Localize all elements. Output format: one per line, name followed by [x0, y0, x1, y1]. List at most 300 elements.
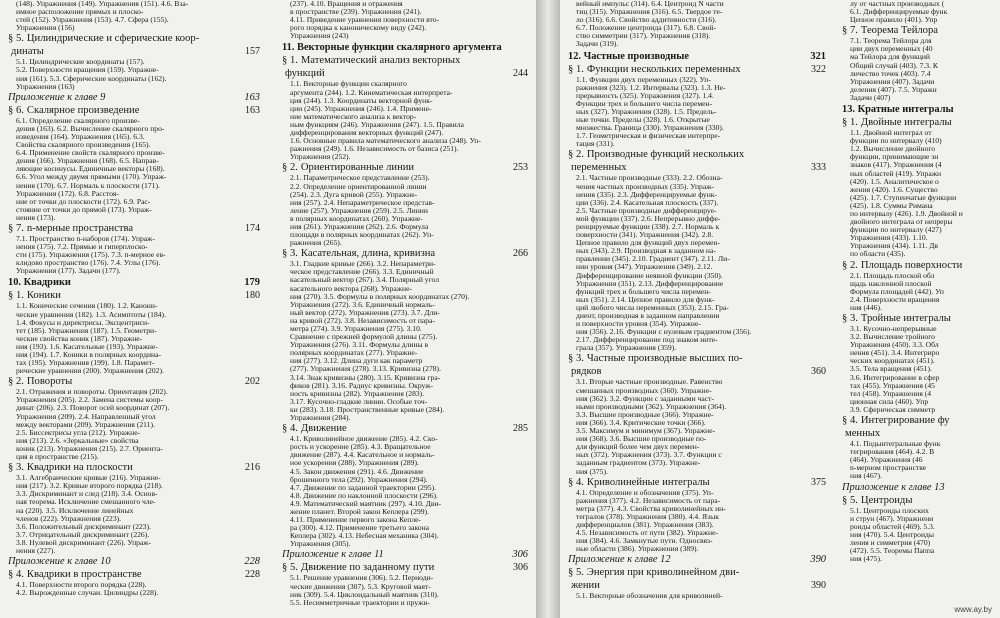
- toc-entry-text: 4.1. Поверхности второго порядка (228).: [16, 580, 147, 590]
- section-number: § 1.: [282, 55, 298, 67]
- toc-entry-text: 3.3. Высшие производные (366). Упражне-: [576, 409, 714, 419]
- toc-entry-text: ражнения (323). 1.2. Интервалы (323). 1.3. Не-: [576, 82, 726, 92]
- toc-entry-text: касательный вектор (267). 3.4. Полярный угол: [290, 275, 439, 285]
- toc-entry-text: Упражнения (209). 2.4. Направленный угол: [16, 411, 156, 421]
- toc-entry-text: ность кривизны (282). Упражнения (283).: [290, 388, 425, 398]
- section-title: Двойные интегралы: [860, 117, 952, 129]
- toc-entry-text: метра (377). 4.3. Свойства криволинейных ин-: [576, 503, 726, 513]
- toc-entry-text: тел (458). Упражнения (4: [850, 388, 932, 398]
- section-number: § 4.: [282, 423, 298, 435]
- toc-appendix-heading: [568, 554, 826, 566]
- toc-entry-text: ческих координатах (451).: [850, 356, 935, 366]
- toc-entry-text: для функций более чем двух перемен-: [576, 442, 700, 452]
- toc-appendix-heading: [842, 482, 1000, 494]
- toc-entry-text: 1.2. Вычисление двойного: [850, 144, 936, 154]
- toc-column-3: [568, 0, 826, 618]
- section-title: Движение: [300, 423, 347, 435]
- toc-section-heading: [842, 495, 1000, 507]
- toc-entry-text: дения (166). Упражнения (168). 6.5. Направ-: [16, 156, 159, 166]
- toc-entry-text: ство симметрии (317). Упражнения (318).: [576, 31, 711, 41]
- toc-entry-text: ных (343). 2.9. Производная в заданном на-: [576, 246, 716, 256]
- toc-entry-text: клидово пространство (176). 7.4. Углы (176).: [16, 258, 161, 268]
- toc-entry-text: стояние от точки до прямой (173). Упраж-: [16, 204, 152, 214]
- toc-entry-text: ная теорема. Исключение смешанного чле-: [16, 497, 156, 507]
- toc-entry-text: ными производными (362). Упражнения (364).: [576, 401, 727, 411]
- toc-entry-text: 4.2. Вырожденные случаи. Цилиндры (228).: [16, 588, 159, 598]
- toc-entry-text: 6.1. Определение скалярного произве-: [16, 115, 140, 125]
- toc-entry-text: заданным градиентом (373). Упражне-: [576, 458, 701, 468]
- toc-entry-text: 3.1. Гладкие кривые (266). 3.2. Непараметри-: [290, 259, 436, 269]
- section-number: § 3.: [842, 313, 858, 324]
- section-title: Цилиндрические и сферические коор-: [26, 33, 200, 45]
- toc-entry-text: 4.9. Математический маятник (297). 4.10. Дви-: [290, 498, 442, 508]
- toc-entry-text: 2.17. Дифференцирование под знаком инте-: [576, 335, 718, 345]
- toc-entry-text: щадь наклонной плоской: [850, 278, 932, 288]
- section-title: жении: [571, 580, 600, 592]
- toc-entry-text: ные точки. Пределы (328). 1.6. Открытые: [576, 115, 710, 125]
- page-number: 322: [811, 63, 826, 75]
- toc-entry-text: и струн (467). Упражнени: [850, 513, 934, 523]
- toc-entry-text: ния (475).: [850, 554, 882, 564]
- toc-entry-text: ния (277). 3.12. Длина дуги как параметр: [290, 356, 423, 366]
- section-title: Функции нескольких переменных: [586, 63, 741, 75]
- toc-entry-text: 3.6. Интегрирование в сфер: [850, 372, 940, 382]
- toc-entry-text: 6.7. Положение центроида (317). 6.8. Свой-: [576, 23, 717, 33]
- toc-entry-text: ния (257). 2.4. Непараметрическое представ-: [290, 197, 435, 207]
- toc-entry-text: функции по интервалу (410): [850, 136, 942, 146]
- toc-entry-text: нения (451). 3.4. Интегриро: [850, 348, 940, 358]
- toc-entry-text: в пространстве (239). Упражнения (241).: [290, 7, 422, 17]
- section-title: Интегрирование фу: [860, 415, 950, 427]
- toc-entry-text: 1.7. Геометрическая и физическая интерпре-: [576, 131, 721, 141]
- toc-entry-text: 2.1. Отражения и повороты. Ориентация (202).: [16, 387, 168, 397]
- toc-entry-text: Упражнения (205). 2.2. Замена системы коор-: [16, 395, 163, 405]
- toc-entry-text: множества. Граница (330). Упражнения (330).: [576, 123, 724, 133]
- toc-entry-text: Упражнения (305).: [290, 539, 351, 549]
- toc-entry-text: ние от точки до плоскости (172). 6.9. Рас-: [16, 196, 151, 206]
- page-number: 179: [244, 277, 260, 289]
- toc-entry-text: 4.8. Движение по наклонной плоскости (296).: [290, 490, 438, 500]
- toc-entry-text: ния (375).: [576, 466, 608, 476]
- toc-entry-text: (425). 1.8. Суммы Римана: [850, 200, 933, 210]
- toc-entry-text: Задачи (407): [850, 92, 891, 102]
- toc-entry-text: 2.1. Площадь плоской обл: [850, 270, 935, 280]
- chapter-title: 12. Частные производные: [568, 50, 689, 62]
- toc-entry-text: диент, производная в заданном направлении: [576, 311, 720, 320]
- section-title: Повороты: [26, 376, 73, 388]
- toc-entry-text: Упражнения (243): [290, 31, 349, 41]
- toc-entry-text: чения частных производных (335). Упраж-: [576, 181, 714, 191]
- toc-entry-text: (277). Упражнения (278). 3.13. Кривизна (278).: [290, 364, 441, 374]
- page-number: 157: [245, 46, 260, 58]
- toc-entry-text: ное ускорения (288). Упражнения (289).: [290, 458, 419, 468]
- book-spine: [536, 0, 560, 618]
- toc-entry-text: Формула площадей (442). Уп: [850, 286, 944, 296]
- toc-entry-text: ражнения (265).: [290, 238, 342, 248]
- section-title: Частные производные высших по-: [586, 353, 743, 365]
- toc-entry-text: 6.4. Применение свойств скалярного произве-: [16, 148, 165, 158]
- toc-entry-text: 3.17. Кусочно-гладкие линии. Особые точ-: [290, 396, 428, 406]
- appendix-title: Приложение к главе 10: [8, 556, 111, 568]
- toc-entry-text: ки (283). 3.18. Пространственные кривые (284).: [290, 404, 445, 414]
- toc-appendix-heading: [8, 556, 260, 568]
- toc-entry-text: 3.14. Знак кривизны (280). 3.15. Кривизна гра-: [290, 372, 441, 382]
- toc-entry-text: по области (435).: [850, 249, 906, 259]
- toc-section-heading: [568, 477, 826, 489]
- toc-entry-text: ный вектор (272). Упражнения (273). 3.7. Дли-: [290, 307, 440, 317]
- toc-entry-text: n-мерном пространстве: [850, 463, 927, 473]
- toc-entry-text: (237). 4.10. Вращения и отражения: [290, 0, 403, 8]
- section-title: функций: [285, 68, 325, 80]
- section-number: § 2.: [842, 259, 858, 271]
- toc-entry-text: ных (351). 2.14. Цепное правило для функ-: [576, 294, 715, 304]
- section-title: Скалярное произведение: [26, 104, 140, 116]
- toc-entry-text: ражнения (377). 4.2. Независимость от пара-: [576, 495, 721, 505]
- toc-entry-text: нения (170). 6.7. Нормаль к плоскости (171).: [16, 180, 160, 190]
- chapter-title: 10. Квадрики: [8, 277, 71, 289]
- toc-entry-text: 6.6. Угол между двумя прямыми (170). Упраж-: [16, 172, 167, 182]
- toc-entry-text: ния (362). 3.2. Функции с заданными част-: [576, 393, 714, 403]
- section-number: § 1.: [842, 117, 858, 129]
- toc-entry-text: фиков (281). 3.16. Радиус кривизны. Окруж-: [290, 380, 433, 390]
- toc-section-heading: [8, 33, 260, 45]
- toc-entry-text: ций любого числа переменных (353). 2.15. Гра-: [576, 302, 729, 312]
- toc-entry-text: ляющие косинусы. Единичные векторы (168).: [16, 164, 165, 174]
- toc-entry-text: поверхности (341). Упражнения (342). 2.8.: [576, 230, 714, 240]
- toc-entry-text: ния (356). 2.16. Функции с нулевым градиентом (356).: [576, 327, 752, 337]
- toc-entry-text: касательного вектора (268). Упражне-: [290, 283, 412, 293]
- toc-entry-text: 1.1. Функции двух переменных (322). Уп-: [576, 74, 711, 84]
- toc-section-heading: [842, 260, 1000, 272]
- toc-column-2: [282, 0, 528, 618]
- toc-entry-text: и поверхности уровня (354). Упражне-: [576, 319, 701, 329]
- section-number: § 5.: [568, 567, 584, 579]
- section-title: Касательная, длина, кривизна: [300, 248, 436, 260]
- appendix-title: Приложение к главе 11: [282, 549, 384, 561]
- toc-entry-text: ческие движения (307). 5.3. Круговой маят-: [290, 581, 431, 591]
- toc-entry-text: грала (357). Упражнения (359).: [576, 343, 677, 353]
- section-title: Движение по заданному пути: [300, 562, 435, 574]
- toc-entry-text: Дифференцирование неявной функции (350).: [576, 270, 723, 280]
- toc-chapter-heading: [8, 277, 260, 289]
- toc-entry-text: Кеплера (302). 4.13. Небесная механика (304).: [290, 531, 439, 541]
- toc-entry-text: Упражнения (156): [16, 23, 75, 33]
- toc-entry-text: ния (366). 3.4. Критические точки (366).: [576, 417, 706, 427]
- toc-entry-text: 3.8. Нулевой дискриминант (226). Упраж-: [16, 537, 152, 547]
- toc-entry-text: 5.5. Несимметричные траектории и пружи-: [290, 597, 430, 607]
- toc-entry-text: 5.2. Поверхности вращения (159). Упражне-: [16, 65, 159, 75]
- toc-entry-text: ческие уравнения (182). 1.3. Асимптоты (184).: [16, 309, 166, 319]
- toc-entry-text: нения (335). 2.3. Дифференцируемые функ-: [576, 189, 718, 199]
- toc-entry-text: имное расположение прямых и плоско-: [16, 7, 144, 17]
- page-number: 202: [245, 376, 260, 388]
- toc-entry-text: рость и ускорение (285). 4.3. Вращательное: [290, 442, 431, 452]
- toc-entry-text: ло (316). 6.6. Свойство аддитивности (316).: [576, 15, 717, 25]
- toc-entry-text: 1.1. Конические сечения (180). 1.2. Канони-: [16, 301, 158, 311]
- toc-entry-text: нения (227).: [16, 545, 56, 555]
- section-number: § 7.: [842, 25, 858, 37]
- toc-entry-text: 4.11. Приведение уравнения поверхности вто-: [290, 15, 440, 25]
- toc-chapter-heading: [568, 51, 826, 63]
- toc-entry-text: нения (175). 7.2. Прямые и гиперплоско-: [16, 242, 148, 252]
- section-title: рядков: [571, 366, 602, 378]
- toc-entry-text: 1.4. Фокусы и директрисы. Эксцентриси-: [16, 317, 150, 327]
- toc-entry-text: нения (173).: [16, 212, 56, 222]
- toc-entry-text: ния (368). 3.6. Высшие производные по-: [576, 434, 707, 444]
- section-title: динаты: [11, 46, 44, 58]
- toc-entry-text: в полярных координатах (260). Упражне-: [290, 213, 423, 223]
- section-number: § 2.: [8, 376, 24, 388]
- toc-entry-text: 5.1. Решение уравнения (306). 5.2. Периоди-: [290, 573, 434, 583]
- toc-entry-text: 3.5. Максимум и минимум (367). Упражне-: [576, 426, 716, 436]
- toc-chapter-heading: [282, 42, 528, 54]
- toc-entry-text: Упражнения (252).: [290, 152, 351, 162]
- section-title: Производные функций нескольких: [586, 149, 745, 161]
- section-number: § 5.: [282, 562, 298, 574]
- toc-entry-text: Упражнения (172). 6.8. Расстоя-: [16, 188, 119, 198]
- toc-entry-text: 4.11. Применение первого закона Кепле-: [290, 515, 422, 525]
- toc-entry-text: мой функции (337). 2.6. Непрерывно диффе-: [576, 213, 721, 223]
- toc-entry-text: Упражнения (433). 1.10.: [850, 233, 928, 243]
- toc-section-heading: [8, 105, 260, 117]
- toc-entry-text: дифференцирования векторных функций (247).: [290, 128, 444, 138]
- toc-entry-text: ных (327). Упражнения (328). 1.5. Предель-: [576, 106, 717, 116]
- section-number: § 1.: [568, 63, 584, 75]
- toc-entry-text: тация (331).: [576, 139, 615, 149]
- chapter-title: 11. Векторные функции скалярного аргумента: [282, 42, 502, 54]
- toc-entry-text: функции, принимающие зн: [850, 152, 939, 162]
- toc-section-heading: [568, 353, 826, 365]
- toc-entry-text: (254). 2.3. Дуга кривой (255). Упражне-: [290, 189, 418, 199]
- toc-entry-text: правлении (345). 2.10. Градиент (347). 2.11. Ли-: [576, 254, 730, 264]
- toc-entry-text: ние математического анализа к вектор-: [290, 111, 417, 121]
- page-number: 333: [811, 162, 826, 174]
- right-page: [560, 0, 1000, 618]
- toc-entry-text: 1.1. Векторные функции скалярного: [290, 79, 407, 89]
- toc-entry-text: динат (206). 2.3. Поворот осей координат (207).: [16, 403, 170, 413]
- toc-entry-text: между векторами (209). Упражнения (211).: [16, 419, 155, 429]
- section-title: Тройные интегралы: [860, 313, 951, 324]
- section-title: Математический анализ векторных: [300, 55, 461, 67]
- toc-entry-text: личество точек (403). 7.4: [850, 68, 931, 78]
- section-number: § 5.: [842, 494, 858, 506]
- toc-entry-text: ции (245). Упражнения (246). 1.4. Примене-: [290, 103, 432, 113]
- section-title: Центроиды: [860, 494, 913, 506]
- toc-entry-text: 2.5. Биссектрисы угла (212). Упражне-: [16, 427, 141, 437]
- section-number: § 4.: [8, 569, 24, 581]
- toc-entry-text: тегралов (378). Упражнения (380). 4.4. Язык: [576, 511, 719, 521]
- toc-entry-text: 4.1. Определение и обозначения (375). Уп-: [576, 487, 714, 497]
- toc-entry-text: Упражнения (434). 1.11. Дв: [850, 241, 938, 251]
- toc-entry-text: 2.5. Частные производные дифференцируе-: [576, 205, 717, 215]
- toc-entry-text: вейный импульс (314). 6.4. Центроид N части: [576, 0, 724, 8]
- toc-entry-text: Упражнения (284).: [290, 413, 351, 423]
- page-number: 180: [245, 290, 260, 302]
- toc-entry-text: по интервалу (426). 1.9. Двойной и: [850, 208, 963, 218]
- toc-entry-text: 4.1. Криволинейное движение (285). 4.2. Ско-: [290, 434, 438, 444]
- toc-entry-text: Упражнения (351). 2.13. Дифференцирование: [576, 278, 724, 288]
- chapter-title: 13. Кратные интегралы: [842, 104, 954, 116]
- toc-entry-text: ление (257). Упражнения (259). 2.5. Линии: [290, 205, 428, 215]
- toc-entry-text: рого порядка к каноническому виду (242).: [290, 23, 427, 33]
- page-number: 390: [811, 580, 826, 592]
- toc-entry-text: 4.7. Движение по заданной траектории (295).: [290, 482, 437, 492]
- toc-entry-text: нии уровня (347). Упражнения (349). 2.12.: [576, 262, 713, 272]
- page-number: 285: [513, 423, 528, 435]
- toc-entry-text: смешанных производных (360). Упражне-: [576, 385, 712, 395]
- page-number: 321: [810, 50, 826, 62]
- toc-entry-text: ных (372). Упражнения (373). 3.7. Функции с: [576, 450, 722, 460]
- section-title: Квадрики на плоскости: [26, 462, 133, 474]
- toc-entry-text: ра (300). 4.12. Применение третьего закона: [290, 523, 430, 533]
- toc-entry-text: ционная сила (460). Упр: [850, 396, 929, 406]
- toc-entry-text: двойного интеграла от непреры: [850, 217, 953, 227]
- toc-entry-text: Упражнения (177). Задачи (177).: [16, 266, 121, 276]
- toc-entry-text: на (220). 3.5. Исключение линейных: [16, 505, 134, 515]
- toc-entry-text: Сравнение с прежней формулой длины (275).: [290, 332, 438, 342]
- appendix-title: Приложение к главе 9: [8, 91, 106, 103]
- toc-entry-text: 3.6. Положительный дискриминант (223).: [16, 521, 152, 531]
- toc-entry-text: площади в полярных координатах (262). Уп-: [290, 230, 434, 240]
- section-number: § 4.: [568, 476, 584, 488]
- toc-entry-text: тах (455). Упражнения (45: [850, 380, 935, 390]
- section-number: § 2.: [282, 162, 298, 174]
- toc-entry-text: изведения (164). Упражнения (165). 6.3.: [16, 131, 145, 141]
- toc-entry-text: ных областей (419). Упражн: [850, 168, 942, 178]
- toc-entry-text: Общий случай (403). 7.3. К: [850, 60, 938, 70]
- toc-entry-text: Упражнения (450). 3.3. Обл: [850, 340, 939, 350]
- toc-entry-text: тет (185). Упражнения (187). 1.5. Геометри-: [16, 325, 157, 335]
- toc-entry-text: Задачи (319).: [576, 39, 619, 49]
- toc-entry-text: ник (309). 5.4. Циклоидальный маятник (310).: [290, 589, 439, 599]
- toc-section-heading: [842, 415, 1000, 427]
- toc-entry-text: 3.9. Сферическая симметр: [850, 404, 936, 414]
- toc-entry-text: полярных координатах (277). Упражне-: [290, 348, 418, 358]
- page-number: 228: [244, 556, 260, 568]
- toc-entry-text: членов (222). Упражнения (223).: [16, 513, 122, 523]
- toc-entry-text: ные области (386). Упражнения (389).: [576, 544, 699, 554]
- toc-entry-text: метра (274). 3.9. Упражнения (275). 3.10.: [290, 324, 422, 333]
- toc-entry-text: ческое представление (266). 3.3. Единичный: [290, 267, 434, 277]
- section-number: § 3.: [568, 353, 584, 365]
- toc-entry-text: функции по интервалу (427): [850, 225, 942, 235]
- toc-entry-text: ния (217). 3.2. Кривые второго порядка (218).: [16, 481, 163, 491]
- toc-entry-text: ния (213). 2.6. «Зеркальные» свойства: [16, 435, 139, 445]
- toc-entry-text: ния (384). 4.6. Замкнутые пути. Односвяз-: [576, 536, 713, 546]
- toc-entry-text: дифференциалов (381). Упражнения (383).: [576, 519, 714, 529]
- toc-entry-text: ния (194). 1.7. Коники в полярных координа-: [16, 350, 161, 359]
- toc-entry-text: ма Тейлора для функций: [850, 52, 930, 62]
- section-title: менных: [845, 428, 881, 440]
- toc-section-heading: [568, 64, 826, 76]
- toc-entry-text: сти (175). Упражнения (175). 7.3. n-мерное ев-: [16, 250, 166, 260]
- toc-entry-text: ции двух переменных (40: [850, 44, 933, 54]
- toc-entry-text: прерывность (325). Упражнения (327). 1.4.: [576, 90, 714, 100]
- toc-appendix-heading: [8, 92, 260, 104]
- toc-column-4: [842, 0, 1000, 618]
- toc-entry-text: 3.3. Дискриминант и след (218). 3.4. Основ-: [16, 489, 158, 499]
- toc-entry-text: 7.1. Пространство n-наборов (174). Упраж-: [16, 233, 155, 243]
- toc-entry-text: ческие свойства коник (187). Упражне-: [16, 333, 143, 343]
- section-number: § 5.: [8, 33, 24, 45]
- toc-entry-text: 2.4. Поверхности вращения: [850, 294, 940, 304]
- toc-entry-text: лу от частных производных (: [850, 0, 945, 8]
- appendix-title: Приложение к главе 12: [568, 554, 671, 566]
- toc-entry-text: 3.1. Вторые частные производные. Равенство: [576, 377, 723, 387]
- toc-entry-text: Функции трех и большего числа перемен-: [576, 98, 713, 108]
- section-title: Площадь поверхности: [860, 259, 963, 271]
- toc-entry-text: 2.2. Определение ориентированной линии: [290, 181, 427, 191]
- page-number: 390: [810, 554, 826, 566]
- toc-section-heading: [568, 149, 826, 161]
- toc-entry-text: ция (244). 1.3. Координаты векторной функ-: [290, 95, 433, 105]
- toc-entry-text: функций трех и большего числа перемен-: [576, 286, 711, 296]
- toc-section-heading: [282, 55, 528, 67]
- toc-entry-text: 3.1. Кусочно-непрерывные: [850, 324, 937, 333]
- page-number: 375: [811, 476, 826, 488]
- toc-entry-text: дения (163). 6.2. Вычисление скалярного про-: [16, 123, 165, 133]
- toc-entry-text: стей (152). Упражнения (153). 4.7. Сфера (155).: [16, 15, 169, 25]
- toc-entry-text: (420). 1.5. Аналитическое о: [850, 176, 939, 186]
- toc-entry-text: деления (407). 7.5. Упражн: [850, 84, 937, 94]
- toc-entry-text: 2.1. Частные производные (333). 2.2. Обозна-: [576, 173, 723, 183]
- page-number: 163: [245, 104, 260, 116]
- section-title: Энергия при криволинейном дви-: [586, 567, 740, 579]
- toc-entry-text: ния (270). 3.5. Формулы в полярных координатах (270).: [290, 291, 470, 301]
- toc-entry-text: аргумента (244). 1.2. Кинематическая интерпрета-: [290, 87, 453, 97]
- page-number: 174: [245, 222, 260, 234]
- toc-entry-text: Свойства скалярного произведения (165).: [16, 140, 151, 150]
- toc-entry-text: рические уравнения (200). Упражнения (202).: [16, 366, 164, 376]
- toc-entry-text: 7.1. Теорема Тейлора для: [850, 36, 932, 46]
- toc-entry-text: на кривой (272). 3.8. Независимость от пара-: [290, 315, 435, 325]
- toc-entry-text: 6.1. Дифференцируемые функ: [850, 7, 948, 17]
- section-title: Коники: [26, 290, 61, 302]
- section-title: Ориентированные линии: [300, 162, 415, 174]
- toc-entry-text: жения (420). 1.6. Существо: [850, 184, 938, 194]
- toc-entry-text: 4.5. Закон движения (291). 4.6. Движение: [290, 466, 424, 476]
- appendix-title: Приложение к главе 13: [842, 481, 945, 493]
- toc-entry-text: (472). 5.5. Теоремы Паппа: [850, 545, 935, 555]
- toc-entry-text: знаков (417). Упражнения (4: [850, 160, 942, 170]
- section-title: переменных: [571, 162, 627, 174]
- toc-entry-text: 4.1. Подынтегральные функ: [850, 439, 941, 449]
- section-number: § 3.: [282, 248, 298, 260]
- section-number: § 6.: [8, 104, 24, 116]
- section-number: § 3.: [8, 462, 24, 474]
- toc-appendix-heading: [282, 549, 528, 561]
- toc-entry-text: 1.6. Основные правила математического анализа (248). Уп-: [290, 136, 481, 146]
- toc-entry-text: 3.7. Отрицательный дискриминант (226).: [16, 529, 150, 539]
- toc-entry-text: ренцируемые функции (338). 2.7. Нормаль к: [576, 221, 720, 231]
- toc-entry-text: тах (195). Упражнения (199). 1.8. Парамет-: [16, 358, 155, 368]
- toc-entry-text: (425). 1.7. Ступенчатые функции: [850, 192, 957, 202]
- watermark: www.ay.by: [954, 605, 992, 614]
- toc-entry-text: 3.1. Алгебраические кривые (216). Упражне-: [16, 473, 161, 483]
- toc-entry-text: ния (161). 5.3. Сферические координаты (162).: [16, 73, 167, 83]
- toc-entry-text: Упражнения (407). Задачи: [850, 76, 935, 86]
- section-number: § 7.: [8, 222, 24, 234]
- section-title: Квадрики в пространстве: [26, 569, 142, 581]
- page-number: 306: [512, 549, 528, 561]
- section-title: n-мерные пространства: [26, 222, 134, 234]
- toc-entry-text: ния (446).: [850, 302, 882, 312]
- toc-entry-text: жение планет. Второй закон Кеплера (299).: [290, 506, 429, 516]
- toc-entry-text: ния (261). Упражнения (262). 2.6. Формула: [290, 221, 429, 231]
- toc-entry-text: Упражнения (272). 3.6. Единичный нормаль-: [290, 299, 435, 309]
- section-number: § 4.: [842, 415, 858, 427]
- toc-entry-text: ния (467).: [850, 471, 882, 481]
